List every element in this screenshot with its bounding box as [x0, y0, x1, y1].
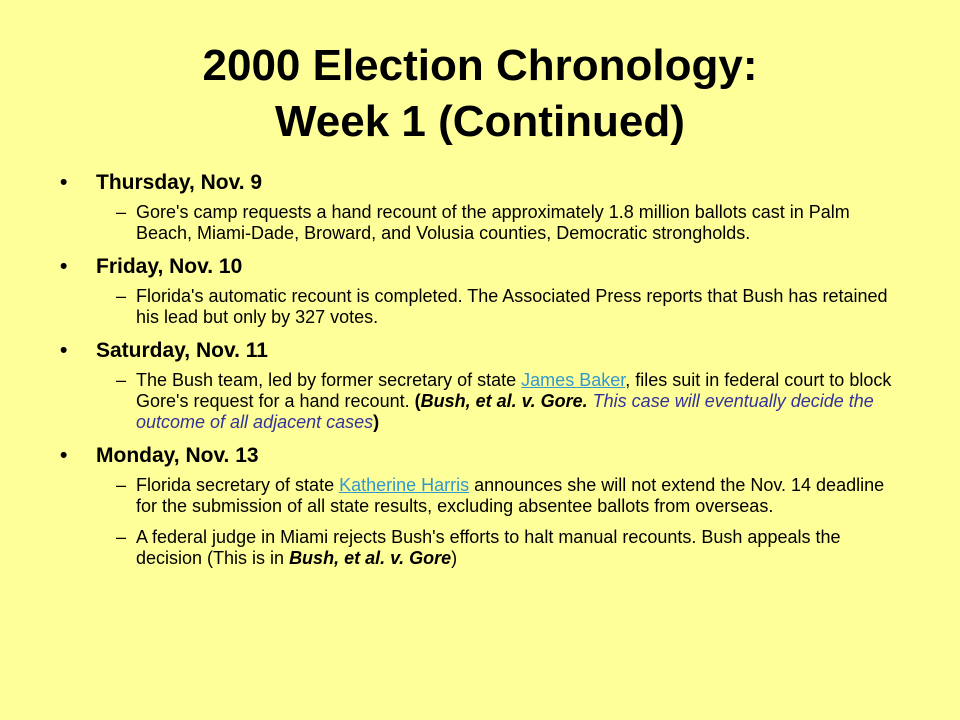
case-name: Bush, et al. v. Gore. — [420, 391, 588, 411]
event-text-start: The Bush team, led by former secretary of state — [136, 370, 522, 390]
day-heading-saturday — [58, 338, 908, 364]
bullet-icon: • — [60, 171, 68, 194]
day-heading-thursday — [58, 170, 908, 196]
day-label: Friday, Nov. 10 — [96, 255, 243, 278]
event-item — [58, 202, 908, 244]
day-heading-friday — [58, 254, 908, 280]
slide-body — [58, 170, 908, 579]
james-baker-link[interactable]: James Baker — [521, 370, 626, 390]
event-text-middle: , files suit in federal court to block Gore's request for a hand recount. — [136, 370, 892, 411]
event-item — [58, 527, 908, 569]
event-text: Gore's camp requests a hand recount of the approximately 1.8 million ballots cast in Palm Beach, Miami-Dade, Broward, and Volusia counties, Democratic strongholds. — [136, 202, 850, 243]
event-text-end: ) — [451, 548, 458, 568]
event-item — [58, 286, 908, 328]
slide-title-line-1: 2000 Election Chronology: — [202, 41, 758, 90]
event-text-end: announces she will not extend the Nov. 14 deadline for the submission of all state results, excluding absentee ballots from overseas. — [136, 475, 885, 516]
slide-title — [0, 38, 960, 150]
event-text-start: Florida secretary of state — [136, 475, 340, 495]
paren-close: ) — [373, 412, 380, 432]
dash-icon: – — [116, 286, 127, 306]
event-item — [58, 370, 908, 433]
day-heading-monday — [58, 443, 908, 469]
dash-icon: – — [116, 527, 127, 547]
dash-icon: – — [116, 370, 127, 390]
day-label: Monday, Nov. 13 — [96, 444, 259, 467]
slide-title-line-2: Week 1 (Continued) — [275, 97, 685, 146]
bullet-icon: • — [60, 339, 68, 362]
paren-open: ( — [414, 391, 421, 411]
bullet-icon: • — [60, 444, 68, 467]
dash-icon: – — [116, 475, 127, 495]
event-text: Florida's automatic recount is completed. The Associated Press reports that Bush has retained his lead but only by 327 votes. — [136, 286, 888, 327]
case-name: Bush, et al. v. Gore — [289, 548, 452, 568]
dash-icon: – — [116, 202, 127, 222]
day-label: Saturday, Nov. 11 — [96, 339, 268, 362]
bullet-icon: • — [60, 255, 68, 278]
day-label: Thursday, Nov. 9 — [96, 171, 263, 194]
event-item — [58, 475, 908, 517]
katherine-harris-link[interactable]: Katherine Harris — [339, 475, 470, 495]
event-text-start: A federal judge in Miami rejects Bush's efforts to halt manual recounts. Bush appeals the decision (This is in — [136, 527, 841, 568]
case-note: This case will eventually decide the outcome of all adjacent cases — [136, 391, 874, 432]
